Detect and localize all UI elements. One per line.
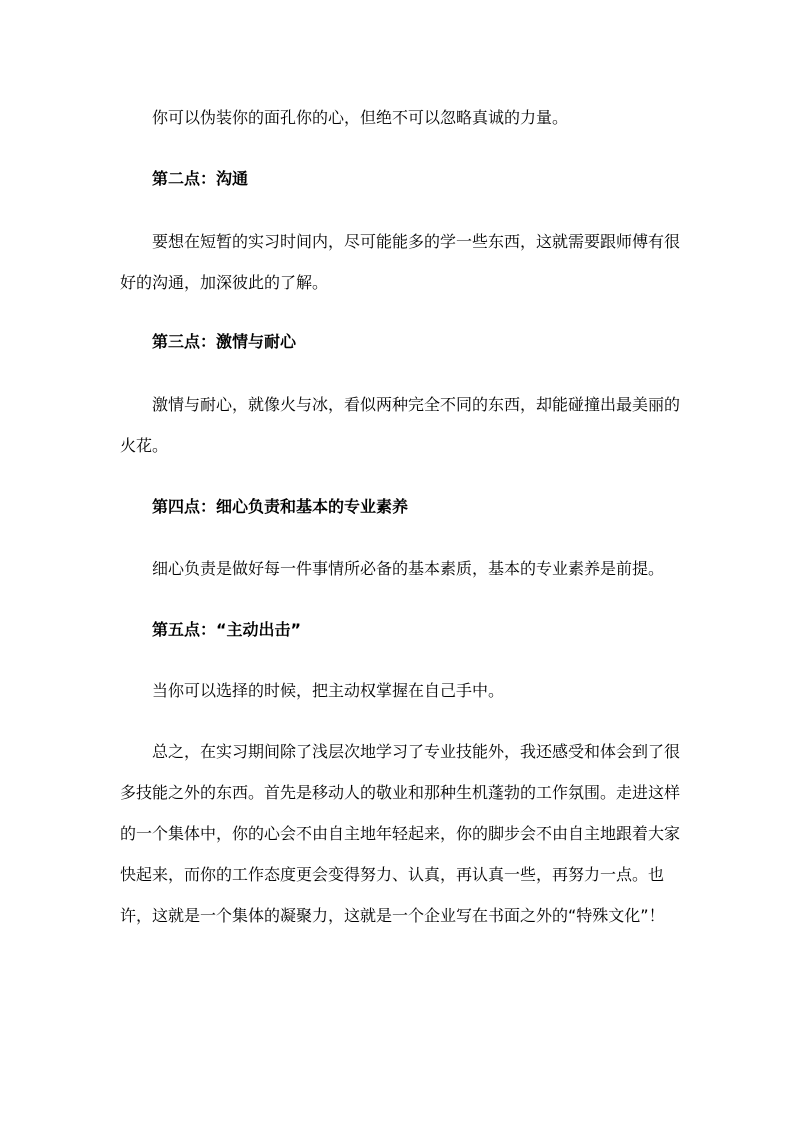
heading-point-two: 第二点：沟通: [152, 169, 249, 188]
paragraph-initiative: 当你可以选择的时候，把主动权掌握在自己手中。: [152, 681, 505, 700]
heading-point-five: 第五点：“主动出击”: [152, 620, 302, 639]
paragraph-responsibility: 细心负责是做好每一件事情所必备的基本素质，基本的专业素养是前提。: [152, 559, 665, 578]
paragraph-communication: 要想在短暂的实习时间内，尽可能能多的学一些东西，这就需要跟师傅有很好的沟通，加深彼此的了解。: [120, 232, 681, 292]
paragraph-passion-patience: 激情与耐心，就像火与冰，看似两种完全不同的东西，却能碰撞出最美丽的火花。: [120, 395, 681, 455]
paragraph-sincerity: 你可以伪装你的面孔你的心，但绝不可以忽略真诚的力量。: [152, 108, 569, 127]
heading-point-three: 第三点：激情与耐心: [152, 332, 297, 351]
heading-point-four: 第四点：细心负责和基本的专业素养: [152, 497, 409, 516]
paragraph-conclusion: 总之，在实习期间除了浅层次地学习了专业技能外，我还感受和体会到了很多技能之外的东西。首先是移动人的敬业和那种生机蓬勃的工作氛围。走进这样的一个集体中，你的心会不由自主地年轻起来，你的脚步会不由自主地跟着大家快起来，而你的工作态度更会变得努力、认真，再认真一些，再努力一点。也许，这就是一个集体的凝聚力，这就是一个企业写在书面之外的“特殊文化”！: [120, 742, 681, 925]
